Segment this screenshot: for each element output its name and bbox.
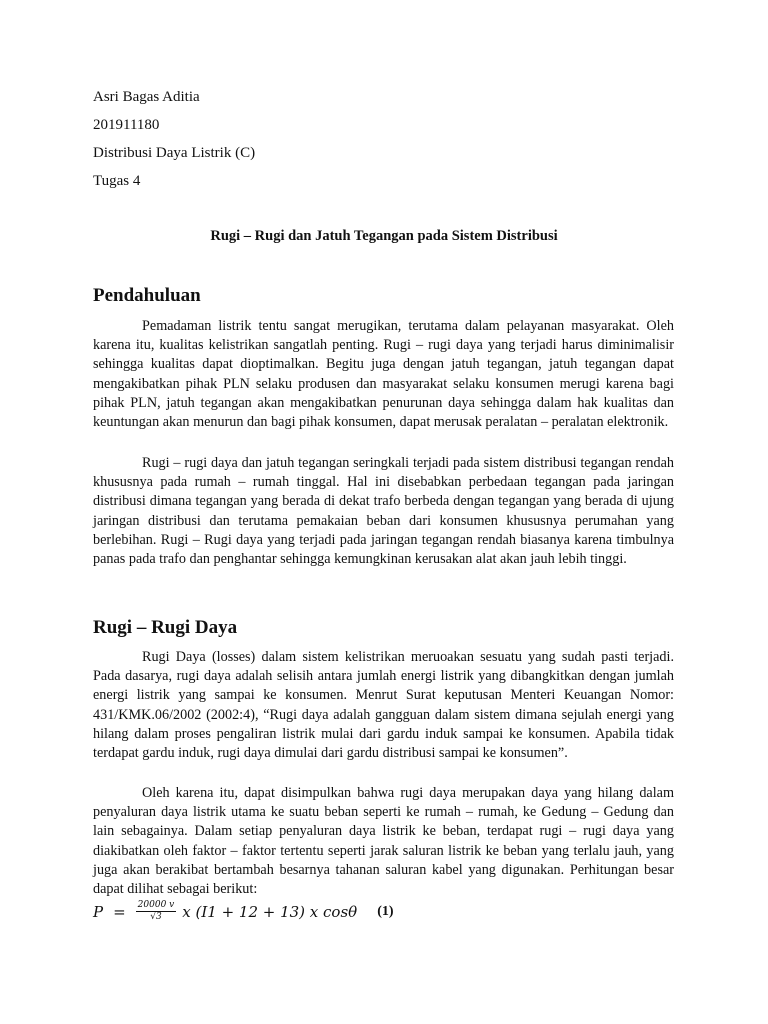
formula-numerator: 20000 v [137, 900, 175, 910]
paragraph: Oleh karena itu, dapat disimpulkan bahwa rugi daya merupakan daya yang hilang dalam penyaluran daya listrik utama ke suatu beban seperti ke rumah – rumah, ke Gedung – Gedung dan lain sebagainya. Dalam setiap penyaluran daya listrik ke beban, terdapat rugi – rugi daya yang diakibatkan oleh faktor – faktor tertentu seperti jarak saluran listrik ke beban yang terlalu jauh, yang juga akan berakibat bertambah besarnya tahanan saluran kabel yang digunakan. Perhitungan besar dapat dilihat sebagai berikut: [93, 785, 674, 898]
equation-number: (1) [377, 903, 394, 919]
section-heading-pendahuluan: Pendahuluan [93, 285, 201, 306]
formula-equals: = [113, 902, 126, 921]
author-name: Asri Bagas Aditia [93, 89, 200, 105]
paragraph: Rugi Daya (losses) dalam sistem kelistrikan meruoakan sesuatu yang sudah pasti terjadi. Pada dasarya, rugi daya adalah selisih antara jumlah energi listrik yang dibangkitkan dengan jumlah energi listrik yang sampai ke konsumen. Menrut Surat keputusan Menteri Keuangan Nomor: 431/KMK.06/2002 (2002:4), “Rugi daya adalah gangguan dalam sistem dimana sejulah energi yang hilang dalam proses pengaliran listrik mulai dari gardu induk sampai ke konsumen. Apabila tidak terdapat gardu induk, rugi daya dimulai dari gardu distribusi sampai ke konsumen”. [93, 649, 674, 762]
formula-denominator: √3 [150, 912, 162, 922]
section-heading-rugi-daya: Rugi – Rugi Daya [93, 617, 238, 638]
formula-lhs: P [93, 902, 104, 921]
document-title: Rugi – Rugi dan Jatuh Tegangan pada Sistem Distribusi [210, 228, 558, 244]
paragraph: Rugi – rugi daya dan jatuh tegangan seringkali terjadi pada sistem distribusi tegangan rendah khususnya pada rumah – rumah tinggal. Hal ini disebabkan perbedaan tegangan pada jaringan distribusi dimana tegangan yang berada di dekat trafo berbeda dengan tegangan yang berada di ujung jaringan distribusi dan terutama pemakaian beban dari konsumen khususnya perumahan yang berlebihan. Rugi – Rugi daya yang terjadi pada jaringan tegangan rendah biasanya karena timbulnya panas pada trafo dan penghantar sehingga kemungkinan kerusakan alat akan jauh lebih tinggi. [93, 455, 674, 568]
course-name: Distribusi Daya Listrik (C) [93, 145, 256, 161]
formula-fraction [136, 900, 177, 923]
formula-rhs: x (I1 + 12 + 13) x cosθ [182, 902, 358, 921]
paragraph: Pemadaman listrik tentu sangat merugikan, terutama dalam pelayanan masyarakat. Oleh karena itu, kualitas kelistrikan sangatlah penting. Rugi – rugi daya yang terjadi harus diminimalisir sehingga kualitas dapat dioptimalkan. Begitu juga dengan jatuh tegangan, jatuh tegangan dapat mengakibatkan pihak PLN selaku produsen dan masyarakat selaku konsumen merugi karena bagi pihak PLN, jatuh tegangan akan mengakibatkan penurunan daya sehingga dalam hak kualitas dan keuntungan akan menurun dan bagi pihak konsumen, dapat merusak peralatan – peralatan elektronik. [93, 318, 674, 431]
student-id: 201911180 [93, 117, 160, 133]
power-loss-formula [93, 900, 394, 923]
assignment-label: Tugas 4 [93, 173, 141, 189]
